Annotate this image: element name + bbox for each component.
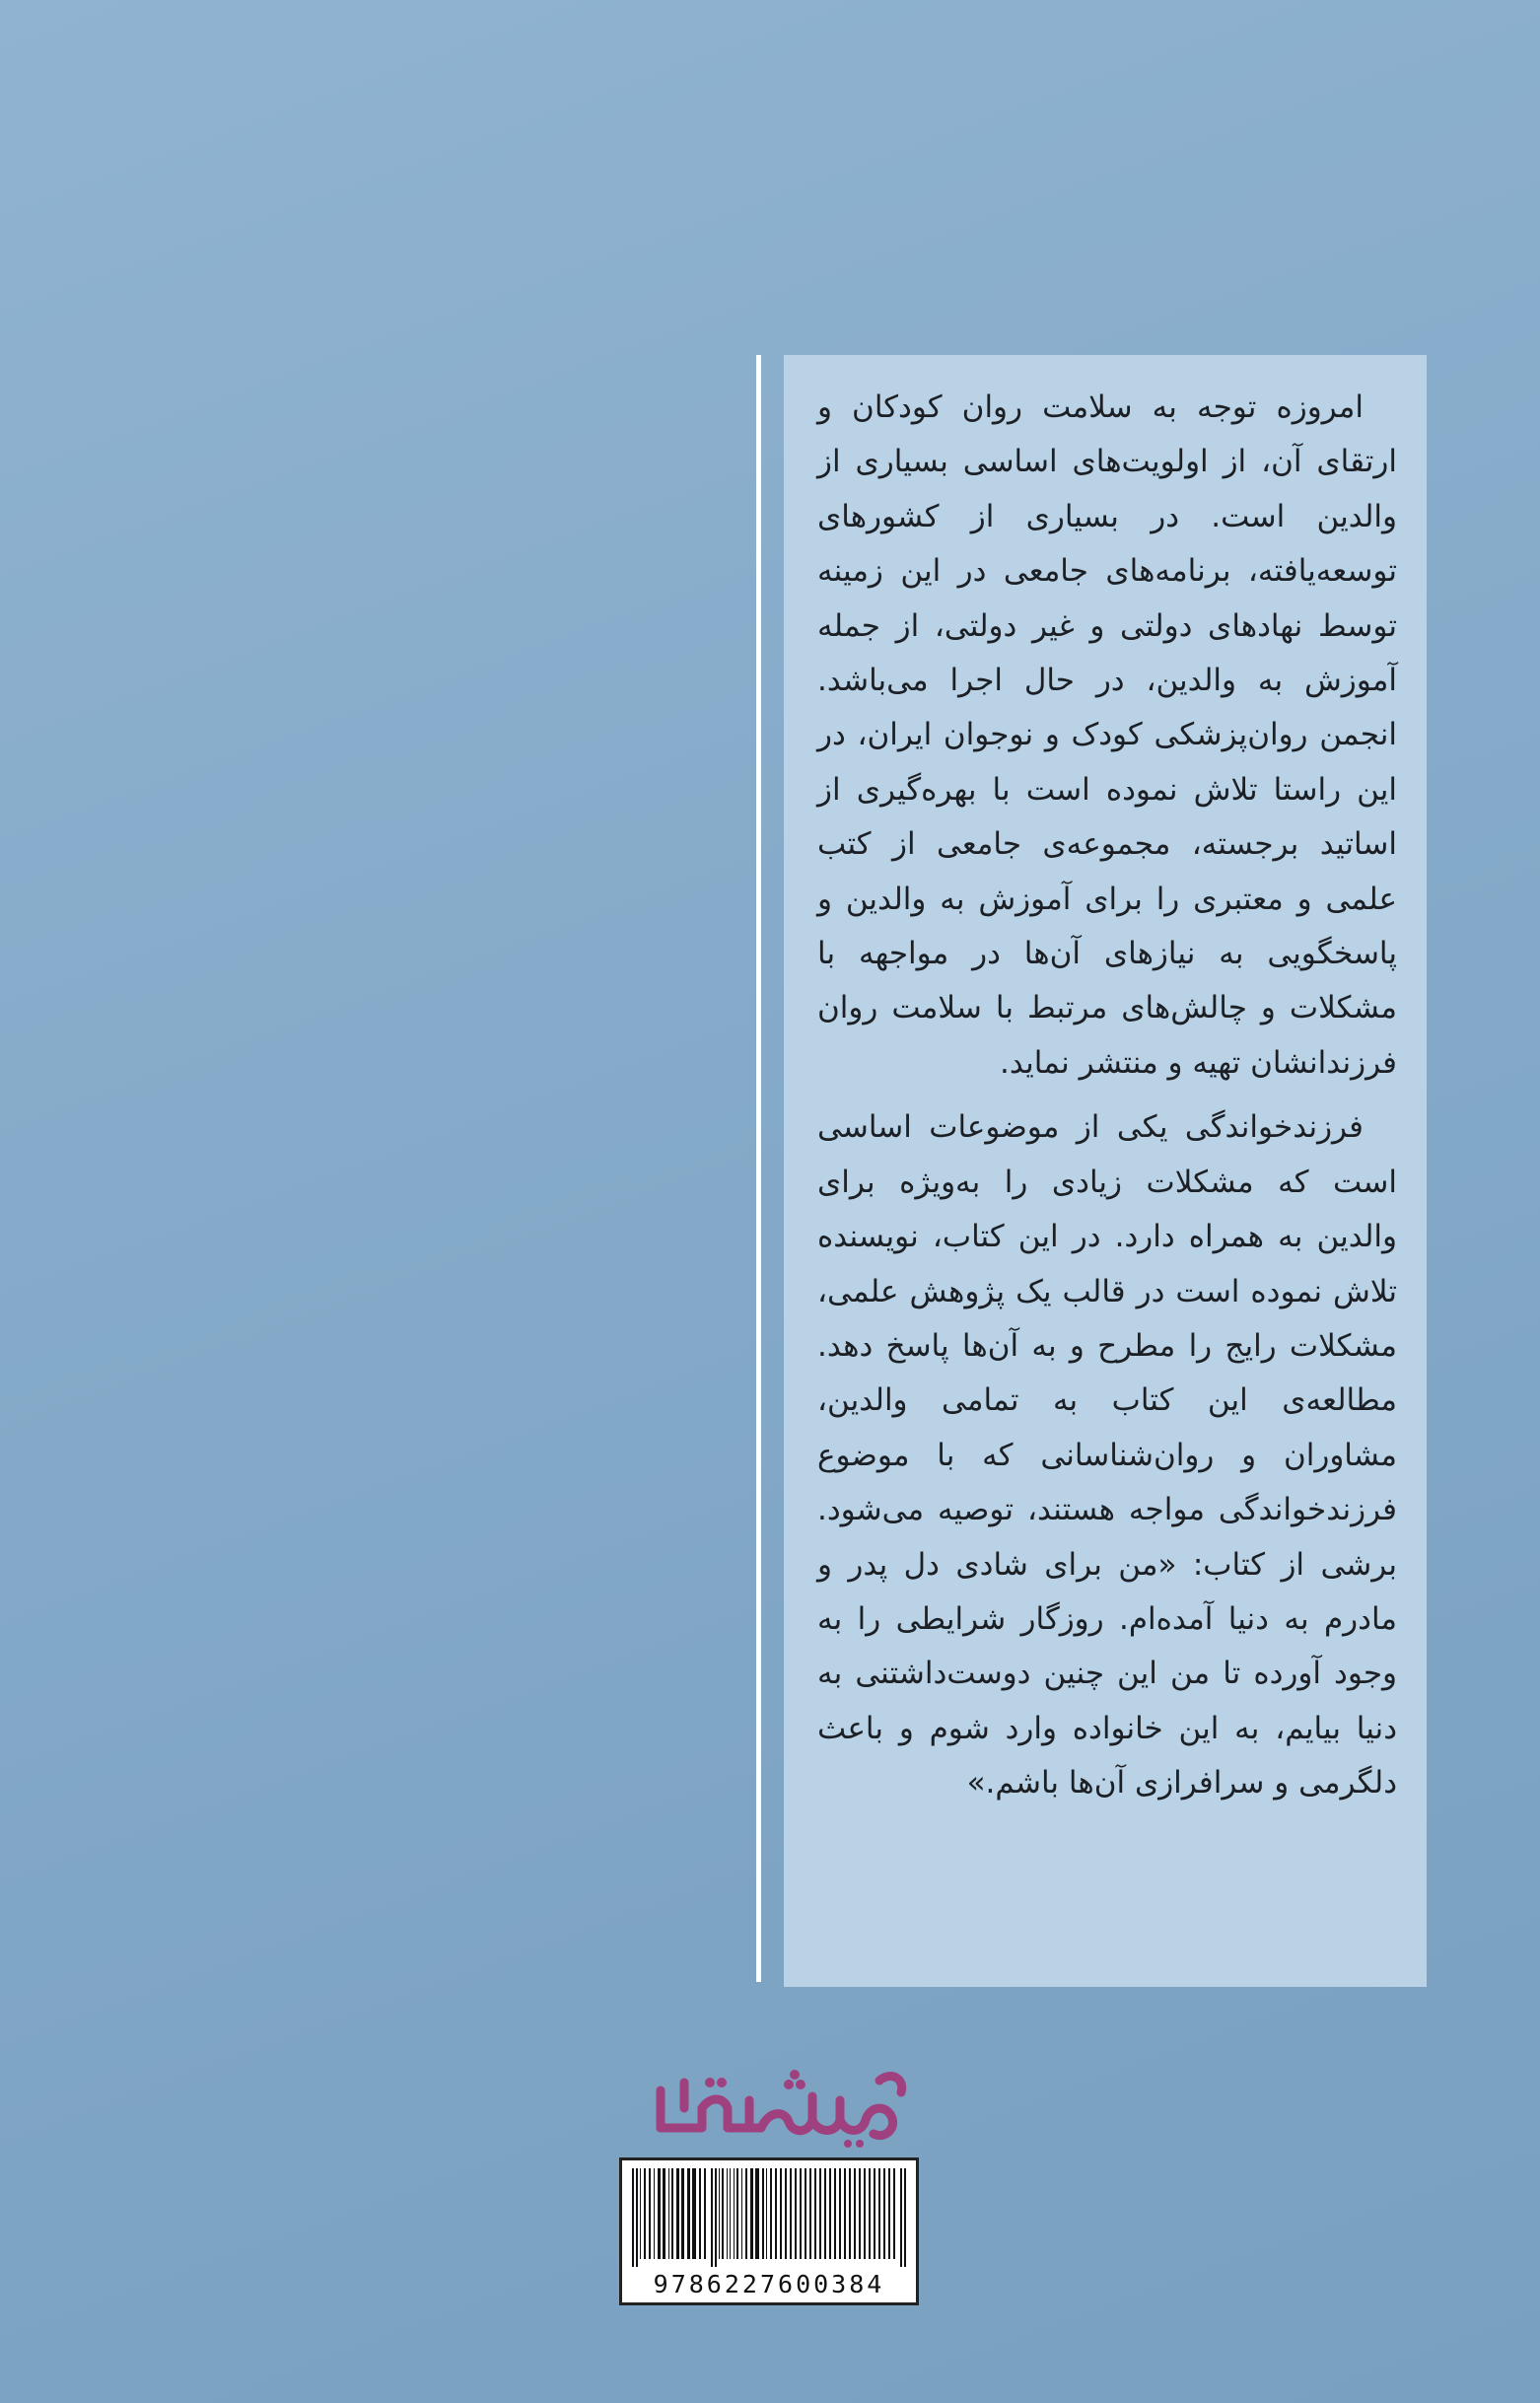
- isbn-number: 9786227600384: [653, 2270, 885, 2298]
- isbn-barcode: [619, 2157, 919, 2305]
- blurb-panel: [784, 355, 1427, 1987]
- blurb-paragraph-1: امروزه توجه به سلامت روان کودکان و ارتقای آن، از اولویت‌های اساسی بسیاری از والدین است. در بسیاری از کشورهای توسعه‌یافته، برنامه‌های جامعی در این زمینه توسط نهادهای دولتی و غیر دولتی، از جمله آموزش به والدین، در حال اجرا می‌باشد. انجمن روان‌پزشکی کودک و نوجوان ایران، در این راستا تلاش نموده است با بهره‌گیری از اساتید برجسته، مجموعه‌ی جامعی از کتب علمی و معتبری را برای آموزش به والدین و پاسخگویی به نیازهای آن‌ها در مواجهه با مشکلات و چالش‌های مرتبط با سلامت روان فرزندانشان تهیه و منتشر نماید.: [817, 389, 1397, 1081]
- vertical-divider-line: [756, 355, 761, 1982]
- blurb-paragraph-2: فرزندخواندگی یکی از موضوعات اساسی است که مشکلات زیادی را به‌ویژه برای والدین به همراه دارد. در این کتاب، نویسنده تلاش نموده است در قالب یک پژوهش علمی، مشکلات رایج را مطرح و به آن‌ها پاسخ دهد. مطالعه‌ی این کتاب به تمامی والدین، مشاوران و روان‌شناسانی که با موضوع فرزندخواندگی مواجه هستند، توصیه می‌شود. برشی از کتاب: «من برای شادی دل پدر و مادرم به دنیا آمده‌ام. روزگار شرایطی را به وجود آورده تا من این چنین دوست‌داشتنی به دنیا بیایم، به این خانواده وارد شوم و باعث دلگرمی و سرافرازی آن‌ها باشم.»: [817, 1109, 1397, 1802]
- barcode-bars: [630, 2168, 908, 2267]
- publisher-logo: [651, 2061, 917, 2150]
